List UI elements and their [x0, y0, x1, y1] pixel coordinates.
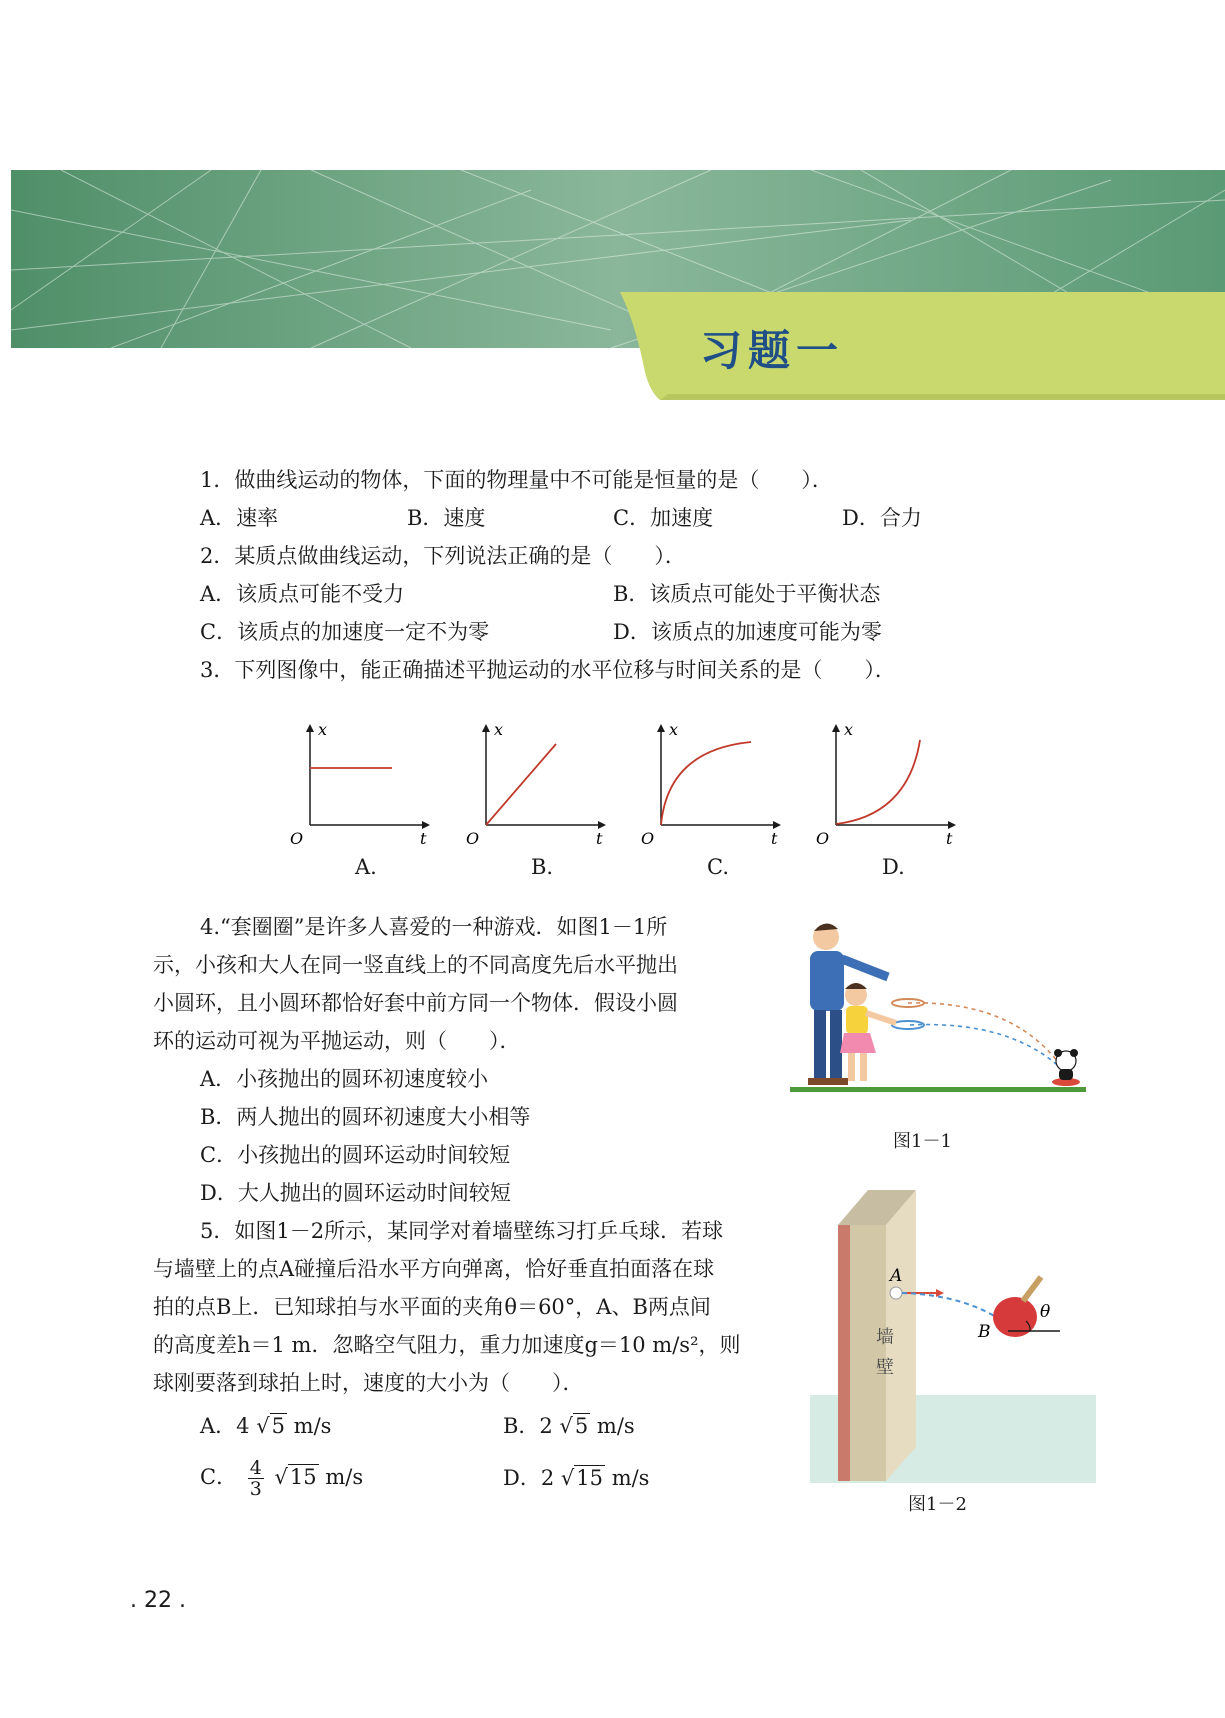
q5-option-c-prefix: C． — [200, 1465, 238, 1489]
q5-option-b-prefix: B．2 — [503, 1414, 553, 1438]
x-axis-label: t — [596, 829, 603, 848]
q4-line-4: 环的运动可视为平抛运动，则（ ）． — [153, 1029, 521, 1053]
angle-label: θ — [1040, 1302, 1051, 1322]
wall-label-2: 壁 — [876, 1357, 894, 1378]
q5-option-d-unit: m/s — [611, 1466, 650, 1490]
adult-trajectory — [908, 1003, 1066, 1073]
fraction-denominator: 3 — [249, 1478, 262, 1500]
point-a-label: A — [890, 1266, 903, 1286]
q3-chart-b-label: B. — [531, 855, 554, 879]
y-axis-arrow — [306, 724, 314, 732]
q4-option-a: A．小孩抛出的圆环初速度较小 — [200, 1067, 489, 1091]
q5-line-3: 拍的点B上．已知球拍与水平面的夹角θ＝60°，A、B两点间 — [153, 1295, 711, 1319]
page-title: 习题一 — [700, 326, 845, 375]
y-axis-label: x — [318, 720, 328, 739]
q5-option-a-unit: m/s — [293, 1414, 332, 1438]
q1-option-d: D．合力 — [842, 506, 922, 530]
q5-line-2: 与墙壁上的点A碰撞后沿水平方向弹离，恰好垂直拍面落在球 — [153, 1257, 715, 1281]
q1-option-a: A．速率 — [200, 506, 279, 530]
origin-label: O — [466, 829, 480, 848]
q5-option-b: B．2 √5 m/s — [503, 1414, 635, 1438]
q5-option-d-prefix: D．2 — [503, 1466, 555, 1490]
q5-option-c-fraction — [248, 1458, 264, 1499]
wall-side — [838, 1225, 850, 1481]
q1-option-b: B．速度 — [407, 506, 486, 530]
origin-label: O — [290, 829, 304, 848]
q5-option-b-unit: m/s — [596, 1414, 635, 1438]
fraction-numerator: 4 — [249, 1457, 262, 1479]
x-axis-label: t — [946, 829, 953, 848]
q4-line-3: 小圆环，且小圆环都恰好套中前方同一个物体．假设小圆 — [153, 991, 678, 1015]
y-axis-arrow — [657, 724, 665, 732]
x-axis-arrow — [773, 821, 781, 829]
x-axis-arrow — [598, 821, 606, 829]
q5-option-c-unit: m/s — [325, 1465, 364, 1489]
x-axis-arrow — [422, 821, 430, 829]
child-figure — [840, 983, 896, 1081]
figure-1-1-caption: 图1－1 — [893, 1131, 952, 1152]
q5-option-c: C． $\frac{4}{3}$ √15 m/s — [200, 1457, 364, 1500]
page-number: . 22 . — [130, 1588, 186, 1613]
q3-chart-c — [633, 720, 783, 850]
y-axis-label: x — [494, 720, 504, 739]
q5-option-d-radicand: 15 — [576, 1466, 603, 1490]
q2-option-a: A．该质点可能不受力 — [200, 582, 405, 606]
q2-option-c: C．该质点的加速度一定不为零 — [200, 620, 490, 644]
q5-line-5: 球刚要落到球拍上时，速度的大小为（ ）． — [153, 1371, 584, 1395]
velocity-arrow-head — [936, 1289, 944, 1297]
q3-chart-d-label: D. — [882, 855, 905, 879]
q3-stem: 3．下列图像中，能正确描述平抛运动的水平位移与时间关系的是（ ）． — [200, 658, 896, 682]
q4-option-d: D．大人抛出的圆环运动时间较短 — [200, 1181, 511, 1205]
q4-option-b: B．两人抛出的圆环初速度大小相等 — [200, 1105, 531, 1129]
ground — [790, 1087, 1086, 1092]
q5-option-a-radicand: 5 — [271, 1414, 285, 1438]
x-axis-arrow — [948, 821, 956, 829]
q4-line-1: 4.“套圈圈”是许多人喜爱的一种游戏．如图1－1所 — [200, 915, 668, 939]
point-b-label: B — [978, 1322, 991, 1342]
q2-option-d: D．该质点的加速度可能为零 — [613, 620, 882, 644]
ball-trajectory — [902, 1293, 1008, 1325]
q5-line-1: 5．如图1－2所示，某同学对着墙壁练习打乒乓球．若球 — [200, 1219, 724, 1243]
q1-stem: 1．做曲线运动的物体，下面的物理量中不可能是恒量的是（ ）． — [200, 468, 833, 492]
figure-1-1-illustration — [788, 915, 1088, 1095]
q2-option-b: B．该质点可能处于平衡状态 — [613, 582, 881, 606]
wall-label-1: 墙 — [876, 1327, 894, 1348]
child-trajectory — [910, 1025, 1066, 1073]
q4-line-2: 示，小孩和大人在同一竖直线上的不同高度先后水平抛出 — [153, 953, 678, 977]
curve-line — [486, 744, 556, 825]
q1-option-c: C．加速度 — [613, 506, 714, 530]
q3-chart-d — [808, 720, 958, 850]
q5-line-4: 的高度差h＝1 m．忽略空气阻力，重力加速度g＝10 m/s²，则 — [153, 1333, 741, 1357]
ball-at-a-icon — [890, 1287, 902, 1299]
q5-option-a-prefix: A．4 — [200, 1414, 250, 1438]
q5-option-a: A．4 √5 m/s — [200, 1414, 332, 1438]
q3-chart-a-label: A. — [355, 855, 377, 879]
q3-chart-a — [282, 720, 432, 850]
q2-stem: 2．某质点做曲线运动，下列说法正确的是（ ）． — [200, 544, 686, 568]
origin-label: O — [816, 829, 830, 848]
q3-chart-c-label: C. — [707, 855, 729, 879]
figure-1-2-illustration — [808, 1185, 1098, 1485]
y-axis-arrow — [832, 724, 840, 732]
q5-option-c-radicand: 15 — [289, 1465, 317, 1489]
curve-line — [661, 742, 751, 825]
figure-1-2-caption: 图1－2 — [908, 1494, 967, 1515]
q5-option-b-radicand: 5 — [574, 1414, 589, 1438]
q5-option-d: D．2 √15 m/s — [503, 1466, 650, 1490]
y-axis-arrow — [482, 724, 490, 732]
panda-target-icon — [1052, 1049, 1080, 1086]
y-axis-label: x — [844, 720, 854, 739]
y-axis-label: x — [669, 720, 679, 739]
origin-label: O — [641, 829, 655, 848]
q3-chart-b — [458, 720, 608, 850]
curve-line — [836, 740, 920, 824]
x-axis-label: t — [420, 829, 427, 848]
x-axis-label: t — [771, 829, 778, 848]
q4-option-c: C．小孩抛出的圆环运动时间较短 — [200, 1143, 511, 1167]
